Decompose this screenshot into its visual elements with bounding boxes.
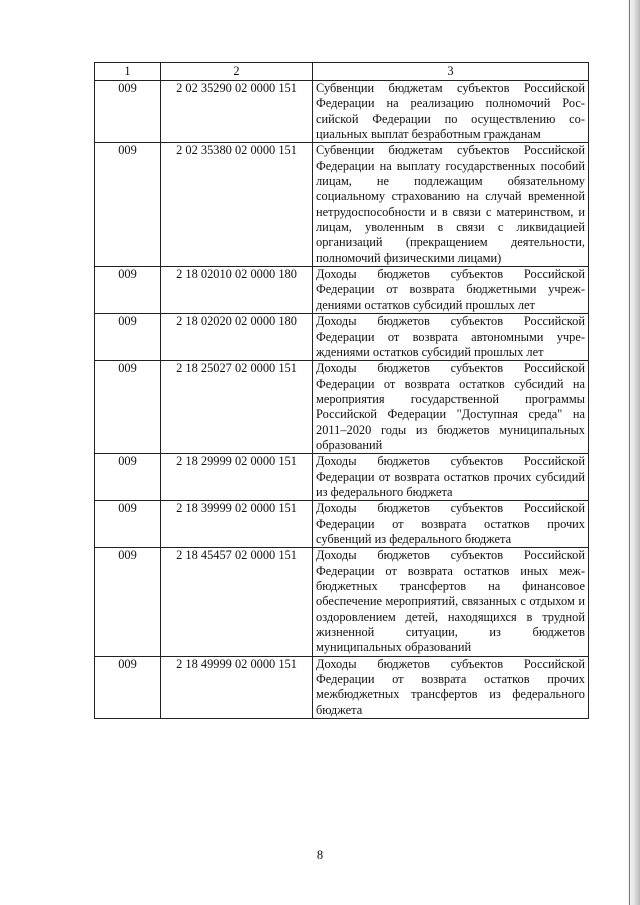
revenue-description-cell: Доходы бюджетов субъектов Российской Федерации от возврата остатков иных межбюджетных трансфертов на финансовое обеспечение мероприятий, связанных с отдыхом и оздоровлением детей, находящихся в трудной жизненной ситуации, из бюджетов муниципальных образований: [313, 548, 589, 656]
revenue-description-cell: Субвенции бюджетам субъектов Российской Федерации на выплату государственных пособий лицам, не подлежащим обязательному социальному страхованию на случай временной нетрудоспособности и в связи с материнством, и лицам, уволенным в связи с ликвидацией организаций (прекращением деятельности, полномочий физическими лицами): [313, 143, 589, 267]
admin-code-cell: 009: [95, 267, 161, 314]
table-row: [95, 267, 589, 314]
revenue-description-cell: Доходы бюджетов субъектов Российской Федерации от возврата остатков прочих субвенций из федерального бюджета: [313, 501, 589, 548]
table-row: [95, 656, 589, 718]
revenue-description-cell: Субвенции бюджетам субъектов Российской Федерации на реализацию полномочий Российской Федерации по осуществлению социальных выплат безработным гражданам: [313, 81, 589, 143]
table-row: [95, 361, 589, 454]
table-row: [95, 143, 589, 267]
revenue-description-cell: Доходы бюджетов субъектов Российской Федерации от возврата остатков прочих межбюджетных трансфертов из федерального бюджета: [313, 656, 589, 718]
revenue-codes-table: [94, 62, 589, 719]
admin-code-cell: 009: [95, 143, 161, 267]
admin-code-cell: 009: [95, 361, 161, 454]
revenue-description-cell: Доходы бюджетов субъектов Российской Федерации от возврата остатков субсидий на мероприятия государственной программы Российской Федерации "Доступная среда" на 2011–2020 годы из бюджетов муниципальных образований: [313, 361, 589, 454]
scan-edge-line: [629, 0, 630, 905]
column-header-3: 3: [313, 63, 589, 81]
revenue-description-cell: Доходы бюджетов субъектов Российской Федерации от возврата автономными учреждениями остатков субсидий прошлых лет: [313, 314, 589, 361]
page-number: 8: [316, 848, 324, 862]
table-header-row: [95, 63, 589, 81]
table-row: [95, 548, 589, 656]
budget-code-cell: 2 02 35380 02 0000 151: [161, 143, 313, 267]
admin-code-cell: 009: [95, 81, 161, 143]
column-header-1: 1: [95, 63, 161, 81]
table-row: [95, 501, 589, 548]
budget-code-cell: 2 18 49999 02 0000 151: [161, 656, 313, 718]
budget-code-cell: 2 02 35290 02 0000 151: [161, 81, 313, 143]
admin-code-cell: 009: [95, 501, 161, 548]
budget-code-cell: 2 18 39999 02 0000 151: [161, 501, 313, 548]
table-row: [95, 81, 589, 143]
admin-code-cell: 009: [95, 656, 161, 718]
admin-code-cell: 009: [95, 454, 161, 501]
budget-code-cell: 2 18 02010 02 0000 180: [161, 267, 313, 314]
budget-code-cell: 2 18 45457 02 0000 151: [161, 548, 313, 656]
table-row: [95, 454, 589, 501]
column-header-2: 2: [161, 63, 313, 81]
revenue-description-cell: Доходы бюджетов субъектов Российской Федерации от возврата остатков прочих субсидий из федерального бюджета: [313, 454, 589, 501]
admin-code-cell: 009: [95, 548, 161, 656]
revenue-description-cell: Доходы бюджетов субъектов Российской Федерации от возврата бюджетными учреждениями остатков субсидий прошлых лет: [313, 267, 589, 314]
budget-code-cell: 2 18 02020 02 0000 180: [161, 314, 313, 361]
budget-code-cell: 2 18 29999 02 0000 151: [161, 454, 313, 501]
budget-code-cell: 2 18 25027 02 0000 151: [161, 361, 313, 454]
table-row: [95, 314, 589, 361]
admin-code-cell: 009: [95, 314, 161, 361]
